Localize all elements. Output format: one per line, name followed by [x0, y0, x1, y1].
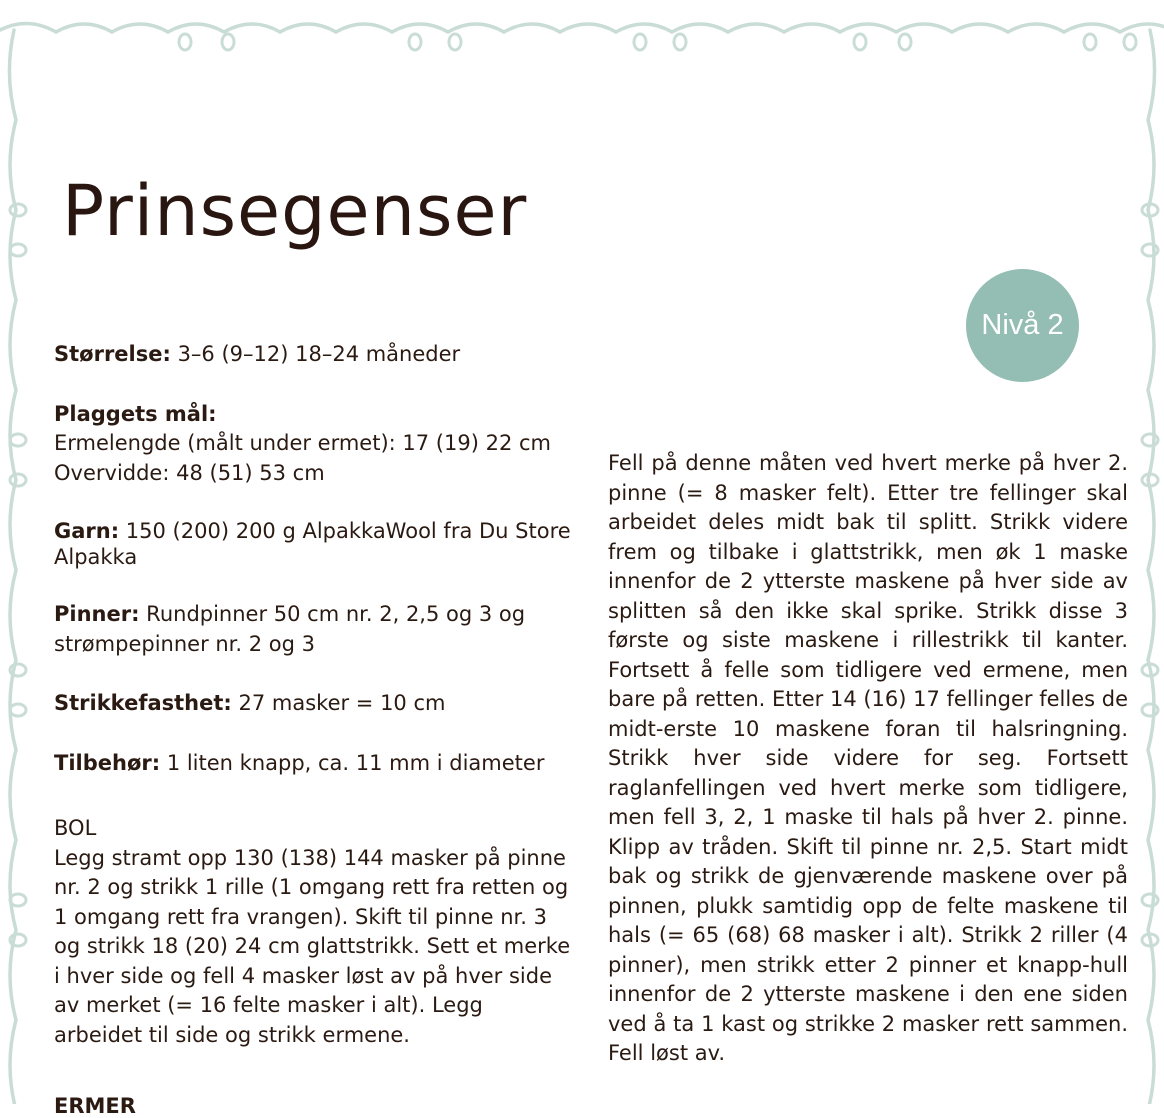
size-spec	[54, 340, 574, 370]
chest-width: Overvidde: 48 (51) 53 cm	[54, 460, 325, 485]
gauge-spec: Strikkefasthet: 27 masker = 10 cm	[54, 691, 446, 715]
needles-spec: Pinner: Rundpinner 50 cm nr. 2, 2,5 og 3 og strømpepinner nr. 2 og 3	[54, 602, 526, 656]
level-badge	[966, 269, 1079, 382]
measurements-heading: Plaggets mål:	[54, 401, 217, 426]
level-badge-label: Nivå 2	[981, 309, 1064, 341]
body-instructions: Legg stramt opp 130 (138) 144 masker på pinne nr. 2 og strikk 1 rille (1 omgang rett fra retten og 1 omgang rett fra vrangen). Skift til pinne nr. 3 og strikk 18 (20) 24 cm glattstrikk. Sett et merke i hver side og fell 4 masker løst av på hver side av merket (= 16 felte masker i alt). Legg arbeidet til side og strikk ermene.	[54, 845, 571, 1047]
sleeves-heading: ERMER	[54, 1094, 136, 1118]
body-heading: BOL	[54, 816, 97, 840]
yarn-spec: Garn: 150 (200) 200 g AlpakkaWool fra Du Store Alpakka	[54, 519, 571, 569]
accessories-spec: Tilbehør: 1 liten knapp, ca. 11 mm i diameter	[54, 750, 545, 775]
size-label: Størrelse:	[54, 342, 171, 366]
left-column	[54, 340, 574, 1050]
size-value: 3–6 (9–12) 18–24 måneder	[170, 342, 461, 366]
page-title: Prinsegenser	[62, 170, 528, 252]
right-column-instructions: Fell på denne måten ved hvert merke på hver 2. pinne (= 8 masker felt). Etter tre fellinger skal arbeidet deles midt bak til splitt. Strikk videre frem og tilbake i glattstrikk, men øk 1 maske innenfor de 2 ytterste maskene på hver side av splitten så den ikke skal sprike. Strikk disse 3 første og siste maskene i rillestrikk til kanter. Fortsett å felle som tidligere ved ermene, men bare på retten. Etter 14 (16) 17 fellinger felles de midt-erste 10 maskene foran til halsringning. Strikk hver side videre for seg. Fortsett raglanfellingen ved hvert merke som tidligere, men fell 3, 2, 1 maske til hals på hver 2. pinne. Klipp av tråden. Skift til pinne nr. 2,5. Start midt bak og strikk de gjenværende maskene over på pinnen, plukk samtidig opp de felte maskene til hals (= 65 (68) 68 masker i alt). Strikk 2 riller (4 pinner), men strikk etter 2 pinner et knapp-hull innenfor de 2 ytterste maskene i den ene siden ved å ta 1 kast og strikke 2 masker rett sammen. Fell løst av.	[608, 451, 1128, 1065]
sleeve-length: Ermelengde (målt under ermet): 17 (19) 22 cm	[54, 431, 551, 455]
